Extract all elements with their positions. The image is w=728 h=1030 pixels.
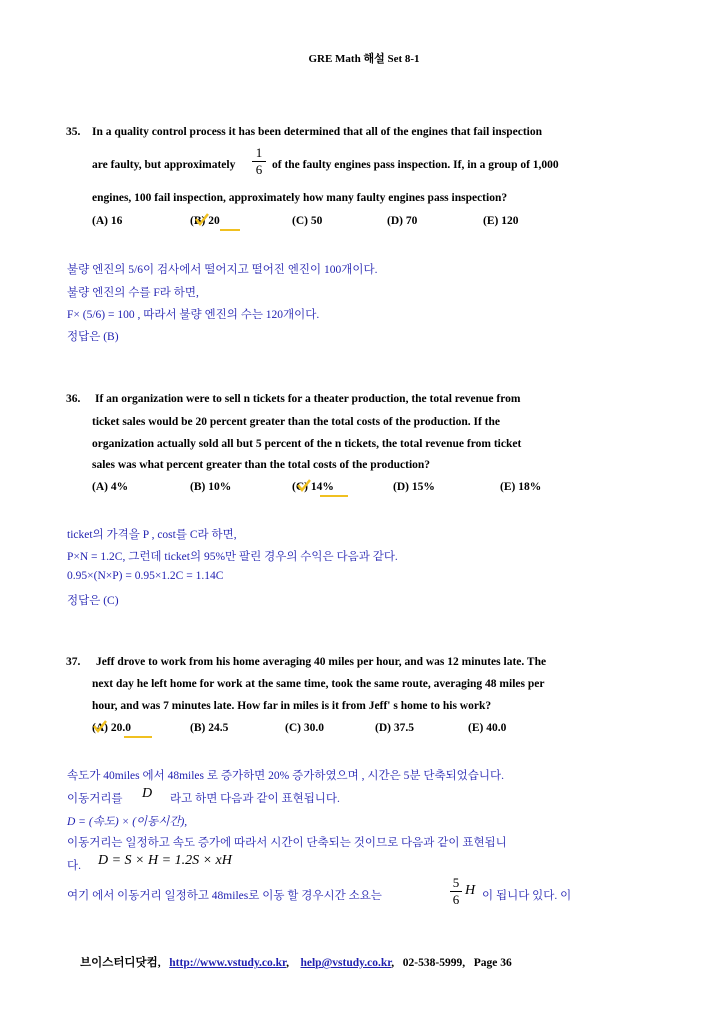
q37-option-c: (C) 30.0 [285, 722, 324, 734]
q35-option-c: (C) 50 [292, 215, 323, 227]
page-footer: 브이스터디닷컴, http://www.vstudy.co.kr, help@vstudy.co.kr, 02-538-5999, Page 36 [80, 957, 512, 969]
footer-page-number: Page 36 [473, 957, 512, 969]
q36-number: 36. [66, 393, 81, 405]
q35-option-d: (D) 70 [387, 215, 418, 227]
q36-solution-line3: 0.95×(N×P) = 0.95×1.2C = 1.14C [67, 570, 224, 582]
answer-underline [220, 229, 240, 231]
footer-website-link[interactable]: http://www.vstudy.co.kr [169, 957, 287, 969]
footer-org: 브이스터디닷컴 [80, 957, 158, 969]
q37-solution-equation: D = S × H = 1.2S × xH [98, 853, 232, 868]
q35-frac-num: 1 [255, 145, 263, 160]
q35-solution-line1: 불량 엔진의 5/6이 검사에서 떨어지고 떨어진 엔진이 100개이다. [67, 264, 378, 276]
q37-solution-var-d: D [142, 786, 153, 801]
q37-line2: next day he left home for work at the same time, took the same route, averaging 48 miles per [92, 678, 545, 690]
footer-email-link[interactable]: help@vstudy.co.kr [300, 957, 392, 969]
q35-line2a: are faulty, but approximately [92, 159, 236, 171]
q36-option-d: (D) 15% [393, 481, 435, 493]
checkmark-icon [194, 212, 210, 226]
q37-solution-line6a: 여기 에서 이동거리 일정하고 48miles로 이동 할 경우시간 소요는 [67, 890, 382, 902]
answer-underline [124, 736, 152, 738]
q37-solution-line5a: 다. [67, 860, 81, 872]
q36-line4: sales was what percent greater than the total costs of the production? [92, 459, 431, 471]
answer-underline [320, 495, 348, 497]
page-header: GRE Math 해설 Set 8-1 [308, 53, 420, 65]
q35-option-b: (B) 20 [190, 215, 220, 227]
q36-option-b: (B) 10% [190, 481, 232, 493]
q37-solution-var-h: H [465, 883, 476, 898]
q35-line2b: of the faulty engines pass inspection. If, in a group of 1,000 [272, 159, 559, 171]
q35-solution-line2: 불량 엔진의 수를 F라 하면, [67, 287, 199, 299]
q36-answer: 정답은 (C) [67, 595, 119, 607]
q36-solution-line2: P×N = 1.2C, 그런데 ticket의 95%만 팔린 경우의 수익은 다음과 같다. [67, 551, 398, 563]
q37-option-a: (A) 20.0 [92, 722, 131, 734]
q37-option-d: (D) 37.5 [375, 722, 414, 734]
q36-line3: organization actually sold all but 5 percent of the n tickets, the total revenue from ticket [92, 438, 522, 450]
q35-line1: In a quality control process it has been determined that all of the engines that fail inspection [92, 126, 542, 138]
q36-option-e: (E) 18% [500, 481, 542, 493]
q35-fraction [252, 146, 266, 177]
q35-line3: engines, 100 fail inspection, approximately how many faulty engines pass inspection? [92, 192, 508, 204]
q36-line1: If an organization were to sell n tickets for a theater production, the total revenue from [95, 393, 521, 405]
q37-number: 37. [66, 656, 81, 668]
q36-option-a: (A) 4% [92, 481, 129, 493]
q37-solution-line6b: 이 됩니다 있다. 이 [482, 890, 572, 902]
q36-line2: ticket sales would be 20 percent greater than the total costs of the production. If the [92, 416, 501, 428]
q37-fraction [450, 876, 462, 907]
q35-answer: 정답은 (B) [67, 331, 119, 343]
q37-solution-line2b: 라고 하면 다음과 같이 표현됩니다. [170, 793, 340, 805]
q35-option-e: (E) 120 [483, 215, 519, 227]
q35-option-a: (A) 16 [92, 215, 123, 227]
q37-solution-line2a: 이동거리를 [67, 793, 123, 805]
q37-frac-den: 6 [452, 892, 460, 907]
q36-option-c: (C) 14% [292, 481, 334, 493]
q36-solution-line1: ticket의 가격을 P , cost를 C라 하면, [67, 529, 237, 541]
checkmark-icon [92, 719, 108, 733]
q37-solution-line3: D = (속도) × (이동시간), [67, 816, 188, 828]
q35-number: 35. [66, 126, 81, 138]
footer-phone: 02-538-5999, [402, 957, 466, 969]
q37-option-b: (B) 24.5 [190, 722, 229, 734]
q35-solution-line3: F× (5/6) = 100 , 따라서 불량 엔진의 수는 120개이다. [67, 309, 320, 321]
q37-line3: hour, and was 7 minutes late. How far in miles is it from Jeff' s home to his work? [92, 700, 492, 712]
q37-solution-line4: 이동거리는 일정하고 속도 증가에 따라서 시간이 단축되는 것이므로 다음과 같이 표현됩니 [67, 837, 507, 849]
q37-option-e: (E) 40.0 [468, 722, 507, 734]
q37-solution-line1: 속도가 40miles 에서 48miles 로 증가하면 20% 증가하였으며 , 시간은 5분 단축되었습니다. [67, 770, 504, 782]
q35-frac-den: 6 [255, 162, 263, 177]
q37-frac-num: 5 [452, 875, 460, 890]
q37-line1: Jeff drove to work from his home averaging 40 miles per hour, and was 12 minutes late. The [96, 656, 547, 668]
checkmark-icon [296, 478, 312, 492]
